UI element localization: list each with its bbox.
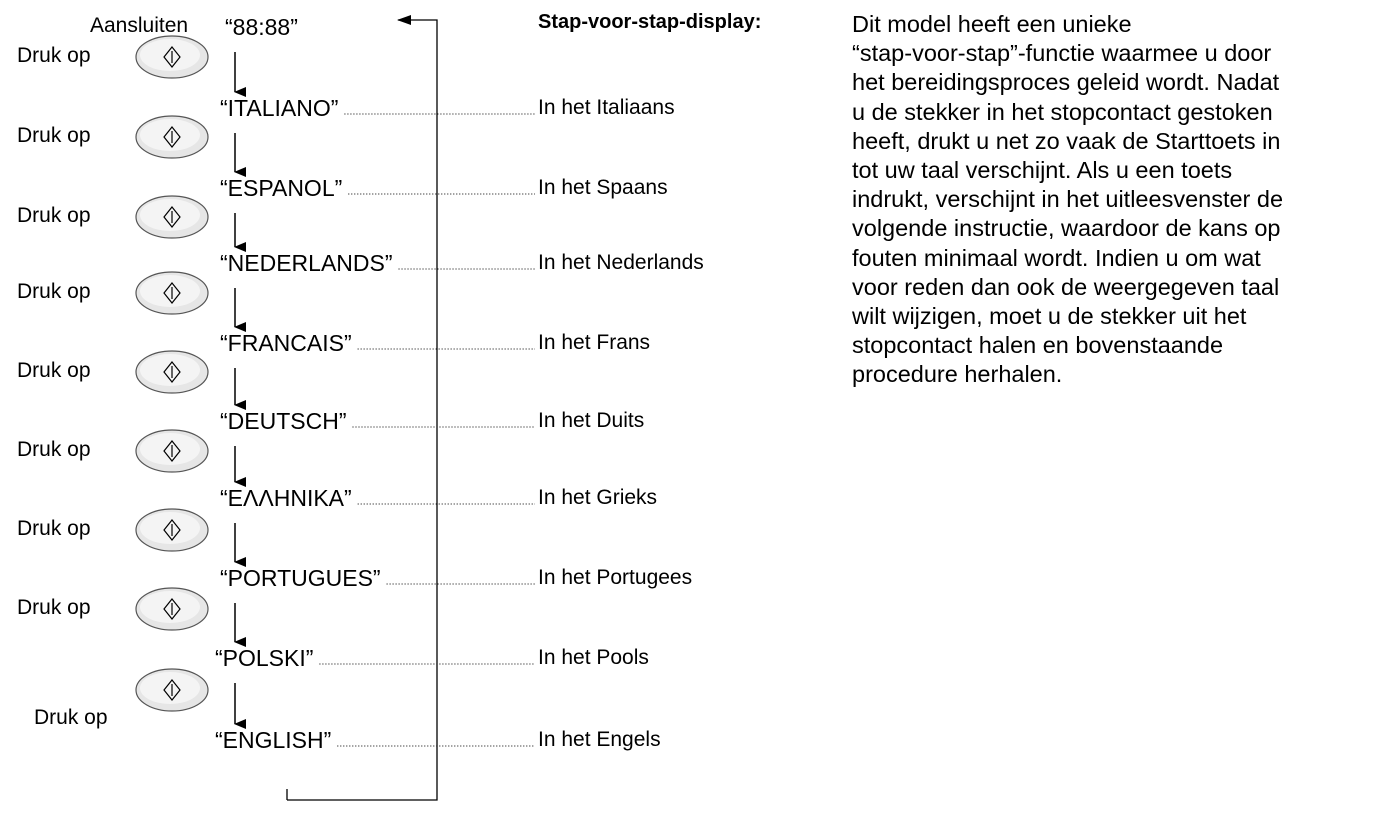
press-label: Druk op [17, 280, 91, 303]
display-text: “DEUTSCH” [220, 408, 347, 434]
language-meaning: In het Nederlands [538, 251, 704, 274]
display-heading: Stap-voor-stap-display: [538, 11, 762, 33]
language-meaning: In het Portugees [538, 566, 693, 589]
display-text: “88:88” [225, 14, 298, 40]
description-line: wilt wijzigen, moet u de stekker uit het [852, 303, 1247, 330]
description-line: u de stekker in het stopcontact gestoken [852, 98, 1273, 125]
display-text: “ITALIANO” [220, 95, 339, 121]
language-meaning: In het Spaans [538, 176, 668, 199]
display-text: “NEDERLANDS” [220, 250, 393, 276]
display-text: “ENGLISH” [215, 727, 332, 753]
description-line: procedure herhalen. [852, 361, 1063, 388]
description-line: volgende instructie, waardoor de kans op [852, 215, 1281, 242]
description-line: fouten minimaal wordt. Indien u om wat [852, 244, 1261, 271]
language-meaning: In het Pools [538, 646, 649, 669]
start-button[interactable] [136, 116, 208, 158]
press-label: Druk op [17, 517, 91, 540]
press-label: Druk op [17, 596, 91, 619]
start-button[interactable] [136, 509, 208, 551]
description-line: indrukt, verschijnt in het uitleesvenster de [852, 186, 1284, 213]
connect-label: Aansluiten [90, 14, 189, 37]
description-line: voor reden dan ook de weergegeven taal [852, 273, 1280, 300]
display-text: “POLSKI” [215, 645, 314, 671]
start-button[interactable] [136, 272, 208, 314]
display-text: “FRANCAIS” [220, 330, 352, 356]
language-meaning: In het Italiaans [538, 96, 675, 119]
description-line: heeft, drukt u net zo vaak de Starttoets in [852, 127, 1281, 154]
display-text: “PORTUGUES” [220, 565, 381, 591]
description-line: tot uw taal verschijnt. Als u een toets [852, 157, 1233, 184]
press-label: Druk op [34, 706, 108, 729]
start-button[interactable] [136, 430, 208, 472]
start-button[interactable] [136, 351, 208, 393]
start-button[interactable] [136, 36, 208, 78]
description-line: het bereidingsproces geleid wordt. Nadat [852, 69, 1280, 96]
display-text: “ESPANOL” [220, 175, 343, 201]
language-meaning: In het Frans [538, 331, 651, 354]
start-button[interactable] [136, 196, 208, 238]
press-label: Druk op [17, 44, 91, 67]
language-meaning: In het Engels [538, 728, 661, 751]
description-line: “stap-voor-stap”-functie waarmee u door [852, 40, 1272, 67]
press-label: Druk op [17, 359, 91, 382]
press-label: Druk op [17, 438, 91, 461]
press-label: Druk op [17, 124, 91, 147]
start-button[interactable] [136, 588, 208, 630]
description-text [852, 10, 1362, 390]
press-label: Druk op [17, 204, 91, 227]
description-line: stopcontact halen en bovenstaande [852, 332, 1224, 359]
language-meaning: In het Grieks [538, 486, 658, 509]
description-line: Dit model heeft een unieke [852, 11, 1132, 37]
language-meaning: In het Duits [538, 409, 645, 432]
display-text: “ΕΛΛΗΝΙΚΑ” [220, 485, 352, 511]
start-button[interactable] [136, 669, 208, 711]
